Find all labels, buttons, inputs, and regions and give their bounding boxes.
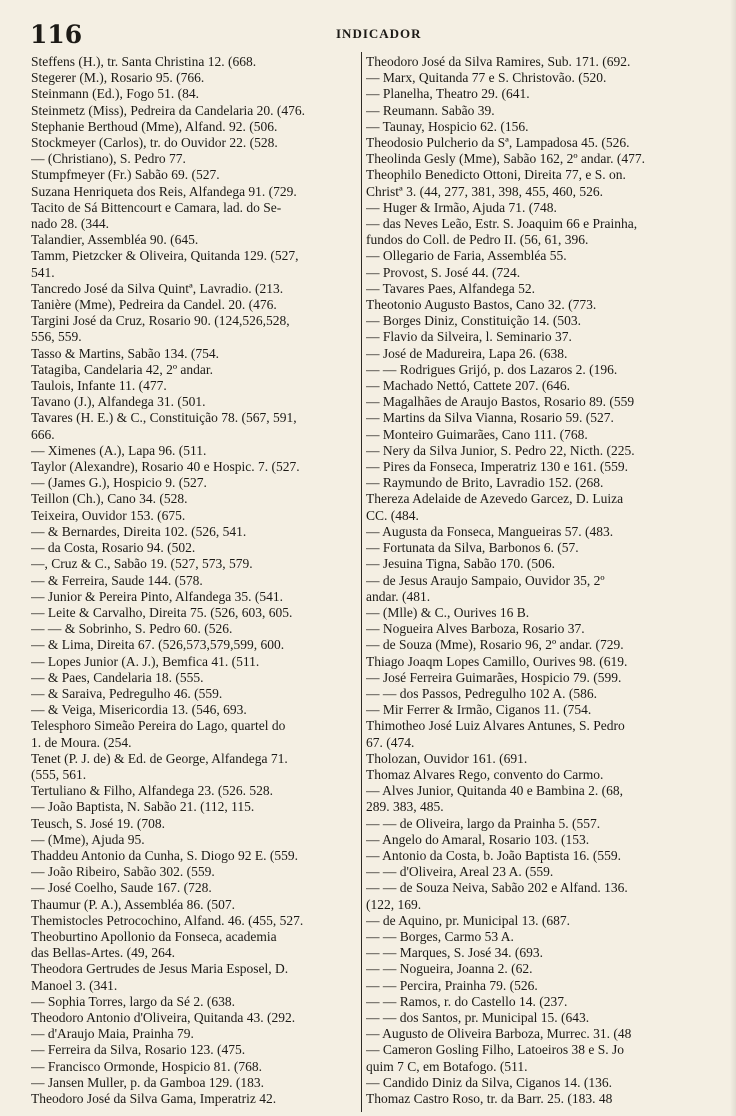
directory-entry: Stephanie Berthoud (Mme), Alfand. 92. (506.: [31, 118, 278, 134]
directory-entry: Tholozan, Ouvidor 161. (691.: [366, 750, 528, 766]
directory-entry: — José Coelho, Saude 167. (728.: [31, 880, 212, 896]
directory-entry: Tenet (P. J. de) & Ed. de George, Alfandega 71.: [31, 750, 288, 766]
directory-entry: — (Christiano), S. Pedro 77.: [31, 151, 186, 167]
directory-entry: CC. (484.: [366, 507, 419, 523]
directory-entry: Teixeira, Ouvidor 153. (675.: [31, 507, 186, 523]
directory-entry: Theotonio Augusto Bastos, Cano 32. (773.: [366, 297, 597, 313]
directory-entry: — — Borges, Carmo 53 A.: [366, 928, 514, 944]
directory-entry: Stumpfmeyer (Fr.) Sabão 69. (527.: [31, 167, 220, 183]
directory-entry: — — d'Oliveira, Areal 23 A. (559.: [366, 864, 554, 880]
directory-entry: — (James G.), Hospicio 9. (527.: [31, 475, 207, 491]
directory-entry: — José Ferreira Guimarães, Hospicio 79. (599.: [366, 669, 622, 685]
directory-entry: Steinmann (Ed.), Fogo 51. (84.: [31, 86, 199, 102]
directory-entry: (555, 561.: [31, 766, 87, 782]
page-title: INDICADOR: [336, 26, 422, 41]
directory-entry: 1. de Moura. (254.: [31, 734, 132, 750]
page-number: 116: [30, 20, 83, 49]
directory-entry: — Sophia Torres, largo da Sé 2. (638.: [31, 993, 236, 1009]
directory-entry: das Bellas-Artes. (49, 264.: [31, 945, 175, 961]
directory-entry: Theodoro José da Silva Gama, Imperatriz 42.: [31, 1091, 277, 1106]
directory-entry: Tatagiba, Candelaria 42, 2º andar.: [31, 361, 214, 377]
directory-entry: Theodora Gertrudes de Jesus Maria Esposel, D.: [31, 961, 289, 977]
directory-entry: — Borges Diniz, Constituição 14. (503.: [366, 313, 581, 329]
page-edge-shadow: [730, 0, 736, 1116]
directory-entry: Theodoro Antonio d'Oliveira, Quitanda 43. (292.: [31, 1009, 296, 1025]
directory-entry: — Junior & Pereira Pinto, Alfandega 35. (541.: [31, 588, 283, 604]
directory-entry: — Leite & Carvalho, Direita 75. (526, 603, 605.: [31, 604, 293, 620]
directory-entry: — Monteiro Guimarães, Cano 111. (768.: [366, 426, 588, 442]
directory-entry: —, Cruz & C., Sabão 19. (527, 573, 579.: [31, 556, 253, 572]
directory-entry: — das Neves Leão, Estr. S. Joaquim 66 e Prainha,: [366, 216, 638, 232]
directory-entry: — Augusta da Fonseca, Mangueiras 57. (483.: [366, 523, 614, 539]
directory-entry: Thereza Adelaide de Azevedo Garcez, D. Luiza: [366, 491, 624, 507]
directory-entry: Thomaz Castro Roso, tr. da Barr. 25. (183. 48: [366, 1091, 613, 1106]
directory-entry: Theolinda Gesly (Mme), Sabão 162, 2º andar. (477.: [366, 151, 645, 167]
directory-entry: — & Lima, Direita 67. (526,573,579,599, 600.: [31, 637, 285, 653]
directory-entry: Theoburtino Apollonio da Fonseca, academia: [31, 928, 277, 944]
directory-entry: — d'Araujo Maia, Prainha 79.: [31, 1026, 194, 1042]
directory-entry: Christª 3. (44, 277, 381, 398, 455, 460, 526.: [366, 183, 603, 199]
directory-entry: — Lopes Junior (A. J.), Bemfica 41. (511.: [31, 653, 260, 669]
directory-entry: — Cameron Gosling Filho, Latoeiros 38 e S. Jo: [366, 1042, 624, 1058]
directory-entry: Steinmetz (Miss), Pedreira da Candelaria 20. (476.: [31, 102, 306, 118]
directory-entry: Thimotheo José Luiz Alvares Antunes, S. Pedro: [366, 718, 625, 734]
directory-entry: 541.: [31, 264, 55, 280]
directory-entry: — Francisco Ormonde, Hospicio 81. (768.: [31, 1058, 262, 1074]
directory-entry: Stegerer (M.), Rosario 95. (766.: [31, 70, 205, 86]
directory-entry: 666.: [31, 426, 55, 442]
directory-entry: Targini José da Cruz, Rosario 90. (124,526,528,: [31, 313, 290, 329]
directory-entry: — João Baptista, N. Sabão 21. (112, 115.: [31, 799, 255, 815]
directory-entry: — José de Madureira, Lapa 26. (638.: [366, 345, 568, 361]
directory-entry: Theophilo Benedicto Ottoni, Direita 77, e S. on.: [366, 167, 626, 183]
directory-entry: Tertuliano & Filho, Alfandega 23. (526. 528.: [31, 783, 274, 799]
directory-entry: — — dos Santos, pr. Municipal 15. (643.: [366, 1009, 590, 1025]
directory-entry: — (Mme), Ajuda 95.: [31, 831, 145, 847]
directory-entry: — — de Oliveira, largo da Prainha 5. (557.: [366, 815, 601, 831]
directory-entry: — da Costa, Rosario 94. (502.: [31, 540, 196, 556]
directory-entry: — Nogueira Alves Barboza, Rosario 37.: [366, 621, 585, 637]
directory-entry: — Fortunata da Silva, Barbonos 6. (57.: [366, 540, 579, 556]
directory-entry: — Alves Junior, Quitanda 40 e Bambina 2. (68,: [366, 783, 624, 799]
directory-entry: — Jansen Muller, p. da Gamboa 129. (183.: [31, 1074, 265, 1090]
directory-entry: Tavano (J.), Alfandega 31. (501.: [31, 394, 206, 410]
directory-entry: — — Nogueira, Joanna 2. (62.: [366, 961, 533, 977]
directory-entry: — Huger & Irmão, Ajuda 71. (748.: [366, 199, 557, 215]
directory-entry: — Machado Nettó, Cattete 207. (646.: [366, 378, 570, 394]
directory-entry: — Reumann. Sabão 39.: [366, 102, 495, 118]
directory-entry: Talandier, Assembléa 90. (645.: [31, 232, 199, 248]
directory-entry: Tasso & Martins, Sabão 134. (754.: [31, 345, 220, 361]
directory-entry: — de Jesus Araujo Sampaio, Ouvidor 35, 2º: [366, 572, 605, 588]
right-column: [366, 54, 732, 1112]
directory-entry: Tamm, Pietzcker & Oliveira, Quitanda 129. (527,: [31, 248, 299, 264]
directory-entry: — Ferreira da Silva, Rosario 123. (475.: [31, 1042, 246, 1058]
directory-entry: Thaddeu Antonio da Cunha, S. Diogo 92 E. (559.: [31, 847, 298, 863]
directory-entry: — Martins da Silva Vianna, Rosario 59. (527.: [366, 410, 614, 426]
directory-entry: — Tavares Paes, Alfandega 52.: [366, 280, 536, 296]
directory-entry: 67. (474.: [366, 734, 415, 750]
directory-entry: — Ollegario de Faria, Assembléa 55.: [366, 248, 567, 264]
directory-entry: 556, 559.: [31, 329, 82, 345]
directory-entry: — Mir Ferrer & Irmão, Ciganos 11. (754.: [366, 702, 592, 718]
directory-entry: — Provost, S. José 44. (724.: [366, 264, 521, 280]
directory-entry: — Raymundo de Brito, Lavradio 152. (268.: [366, 475, 604, 491]
directory-entry: — Magalhães de Araujo Bastos, Rosario 89. (559: [366, 394, 635, 410]
directory-entry: — & Ferreira, Saude 144. (578.: [31, 572, 203, 588]
directory-entry: Steffens (H.), tr. Santa Christina 12. (668.: [31, 54, 257, 69]
directory-entry: — Marx, Quitanda 77 e S. Christovão. (520.: [366, 70, 607, 86]
directory-entry: — Jesuina Tigna, Sabão 170. (506.: [366, 556, 555, 572]
directory-entry: Tavares (H. E.) & C., Constituição 78. (567, 591,: [31, 410, 297, 426]
directory-entry: andar. (481.: [366, 588, 431, 604]
directory-entry: Theodosio Pulcherio da Sª, Lampadosa 45. (526.: [366, 135, 630, 151]
directory-entry: — — dos Passos, Pedregulho 102 A. (586.: [366, 685, 598, 701]
directory-entry: Theodoro José da Silva Ramires, Sub. 171. (692.: [366, 54, 631, 69]
directory-entry: Teillon (Ch.), Cano 34. (528.: [31, 491, 188, 507]
directory-entry: Thaumur (P. A.), Assembléa 86. (507.: [31, 896, 235, 912]
directory-entry: — de Aquino, pr. Municipal 13. (687.: [366, 912, 570, 928]
directory-entry: — Antonio da Costa, b. João Baptista 16. (559.: [366, 847, 621, 863]
directory-entry: — Angelo do Amaral, Rosario 103. (153.: [366, 831, 590, 847]
directory-entry: — & Bernardes, Direita 102. (526, 541.: [31, 523, 247, 539]
directory-entry: Stockmeyer (Carlos), tr. do Ouvidor 22. (528.: [31, 135, 278, 151]
left-column: [31, 54, 375, 1112]
directory-entry: Telesphoro Simeão Pereira do Lago, quartel do: [31, 718, 286, 734]
directory-entry: Taulois, Infante 11. (477.: [31, 378, 167, 394]
directory-entry: Themistocles Petrocochino, Alfand. 46. (455, 527.: [31, 912, 304, 928]
directory-entry: — Nery da Silva Junior, S. Pedro 22, Nicth. (225.: [366, 442, 635, 458]
directory-entry: Thomaz Alvares Rego, convento do Carmo.: [366, 766, 604, 782]
directory-entry: — Candido Diniz da Silva, Ciganos 14. (136.: [366, 1074, 612, 1090]
directory-entry: — — Marques, S. José 34. (693.: [366, 945, 543, 961]
directory-entry: — — & Sobrinho, S. Pedro 60. (526.: [31, 621, 233, 637]
directory-entry: quim 7 C, em Botafogo. (511.: [366, 1058, 528, 1074]
directory-entry: — de Souza (Mme), Rosario 96, 2º andar. (729.: [366, 637, 624, 653]
directory-entry: Tancredo José da Silva Quintª, Lavradio. (213.: [31, 280, 284, 296]
directory-entry: — Augusto de Oliveira Barboza, Murrec. 31. (48: [366, 1026, 632, 1042]
directory-entry: — Planelha, Theatro 29. (641.: [366, 86, 530, 102]
directory-entry: Suzana Henriqueta dos Reis, Alfandega 91. (729.: [31, 183, 297, 199]
directory-entry: Tacito de Sá Bittencourt e Camara, lad. do Se-: [31, 199, 282, 215]
directory-entry: Thiago Joaqm Lopes Camillo, Ourives 98. (619.: [366, 653, 628, 669]
directory-entry: — (Mlle) & C., Ourives 16 B.: [366, 604, 530, 620]
directory-entry: 289. 383, 485.: [366, 799, 444, 815]
directory-entry: — Taunay, Hospicio 62. (156.: [366, 118, 529, 134]
directory-entry: Manoel 3. (341.: [31, 977, 118, 993]
directory-entry: Taylor (Alexandre), Rosario 40 e Hospic. 7. (527.: [31, 459, 300, 475]
directory-entry: — Ximenes (A.), Lapa 96. (511.: [31, 442, 207, 458]
directory-entry: — Flavio da Silveira, l. Seminario 37.: [366, 329, 572, 345]
directory-entry: — — de Souza Neiva, Sabão 202 e Alfand. 136.: [366, 880, 628, 896]
directory-entry: nado 28. (344.: [31, 216, 109, 232]
directory-entry: — — Percira, Prainha 79. (526.: [366, 977, 538, 993]
directory-entry: — & Paes, Candelaria 18. (555.: [31, 669, 204, 685]
directory-entry: Teusch, S. José 19. (708.: [31, 815, 166, 831]
directory-entry: (122, 169.: [366, 896, 422, 912]
directory-entry: — — Ramos, r. do Castello 14. (237.: [366, 993, 568, 1009]
directory-entry: — João Ribeiro, Sabão 302. (559.: [31, 864, 215, 880]
directory-entry: Tanière (Mme), Pedreira da Candel. 20. (476.: [31, 297, 277, 313]
directory-entry: fundos do Coll. de Pedro II. (56, 61, 396.: [366, 232, 589, 248]
directory-entry: — & Veiga, Misericordia 13. (546, 693.: [31, 702, 247, 718]
directory-entry: — & Saraiva, Pedregulho 46. (559.: [31, 685, 223, 701]
directory-entry: — — Rodrigues Grijó, p. dos Lazaros 2. (196.: [366, 361, 618, 377]
directory-entry: — Pires da Fonseca, Imperatriz 130 e 161. (559.: [366, 459, 629, 475]
